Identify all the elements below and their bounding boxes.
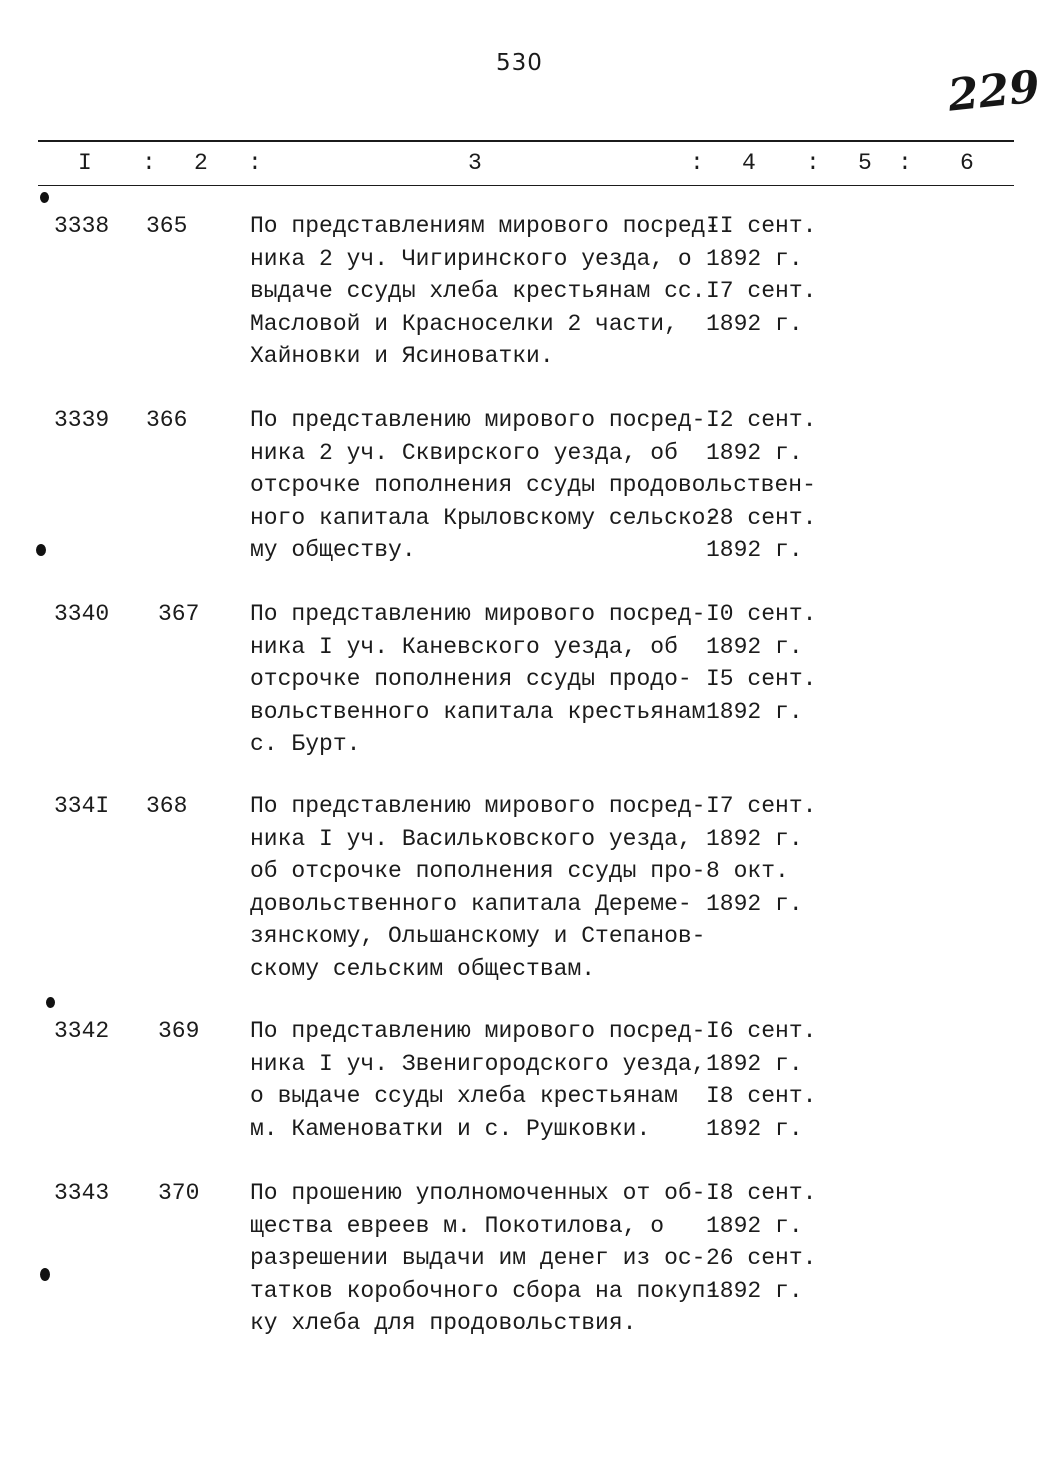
date-line: 1892 г. bbox=[706, 698, 803, 725]
entry-dates bbox=[706, 598, 836, 728]
description-line: татков коробочного сбора на покуп- bbox=[250, 1277, 720, 1304]
date-line: II сент. bbox=[706, 213, 817, 239]
entry-old-number: 368 bbox=[146, 793, 188, 819]
description-line: с. Бурт. bbox=[250, 731, 361, 758]
header-separator: : bbox=[898, 150, 912, 176]
header-top-rule bbox=[38, 140, 1014, 142]
description-line: По представлению мирового посред- bbox=[250, 1018, 706, 1044]
entry-dates bbox=[706, 1177, 836, 1307]
entry-description bbox=[250, 790, 706, 986]
date-line: 1892 г. bbox=[706, 439, 803, 466]
header-bottom-rule bbox=[38, 185, 1014, 186]
description-line: скому сельским обществам. bbox=[250, 955, 596, 982]
header-col-5: 5 bbox=[858, 150, 872, 176]
description-line: выдаче ссуды хлеба крестьянам сс. bbox=[250, 278, 706, 305]
description-line: ного капитала Крыловскому сельско- bbox=[250, 504, 720, 531]
header-col-3: 3 bbox=[468, 150, 482, 176]
description-line: ника I уч. Каневского уезда, об bbox=[250, 633, 678, 660]
date-line: 1892 г. bbox=[706, 825, 803, 852]
description-line: разрешении выдачи им денег из ос- bbox=[250, 1245, 706, 1272]
description-line: ку хлеба для продовольствия. bbox=[250, 1310, 637, 1337]
entry-number: 3342 bbox=[54, 1018, 110, 1044]
entry-number: 3343 bbox=[54, 1180, 110, 1206]
description-line: Хайновки и Ясиноватки. bbox=[250, 343, 554, 370]
date-line: 1892 г. bbox=[706, 245, 803, 272]
description-line: м. Каменоватки и с. Рушковки. bbox=[250, 1115, 651, 1142]
description-line: об отсрочке пополнения ссуды про- bbox=[250, 858, 706, 885]
date-line: 1892 г. bbox=[706, 633, 803, 660]
description-line: По представлениям мирового посред- bbox=[250, 213, 720, 239]
entry-description bbox=[250, 598, 706, 761]
handwritten-folio-number: 229 bbox=[945, 61, 1042, 122]
page-number: 530 bbox=[496, 50, 543, 76]
description-line: вольственного капитала крестьянам bbox=[250, 698, 706, 725]
date-line: 28 сент. bbox=[706, 504, 817, 531]
date-line: 26 сент. bbox=[706, 1245, 817, 1272]
description-line: отсрочке пополнения ссуды продо- bbox=[250, 666, 692, 693]
entry-description bbox=[250, 1015, 706, 1145]
date-line: 1892 г. bbox=[706, 890, 803, 917]
date-line: I5 сент. bbox=[706, 666, 817, 693]
entry-number: 3339 bbox=[54, 407, 110, 433]
entry-number: 3340 bbox=[54, 601, 110, 627]
header-separator: : bbox=[248, 150, 262, 176]
entry-old-number: 370 bbox=[158, 1180, 200, 1206]
date-line: I7 сент. bbox=[706, 793, 817, 819]
date-line bbox=[706, 469, 836, 502]
header-col-1: I bbox=[78, 150, 92, 176]
header-col-4: 4 bbox=[742, 150, 756, 176]
date-line: 1892 г. bbox=[706, 310, 803, 337]
description-line: щества евреев м. Покотилова, о bbox=[250, 1212, 665, 1239]
entry-dates bbox=[706, 790, 836, 920]
date-line: I0 сент. bbox=[706, 601, 817, 627]
entry-description bbox=[250, 1177, 720, 1340]
binder-hole-mark bbox=[40, 192, 49, 203]
entry-number: 3338 bbox=[54, 213, 110, 239]
binder-hole-mark bbox=[46, 997, 55, 1008]
description-line: По представлению мирового посред- bbox=[250, 601, 706, 627]
date-line: I8 сент. bbox=[706, 1180, 817, 1206]
date-line: 1892 г. bbox=[706, 1050, 803, 1077]
description-line: ника 2 уч. Чигиринского уезда, о bbox=[250, 245, 692, 272]
description-line: зянскому, Ольшанскому и Степанов- bbox=[250, 923, 706, 950]
header-separator: : bbox=[806, 150, 820, 176]
description-line: отсрочке пополнения ссуды продовольствен- bbox=[250, 472, 816, 499]
binder-hole-mark bbox=[40, 1268, 50, 1281]
entry-old-number: 369 bbox=[158, 1018, 200, 1044]
description-line: му обществу. bbox=[250, 537, 416, 564]
entry-dates bbox=[706, 1015, 836, 1145]
entry-old-number: 365 bbox=[146, 213, 188, 239]
date-line: I2 сент. bbox=[706, 407, 817, 433]
entry-old-number: 367 bbox=[158, 601, 200, 627]
entry-old-number: 366 bbox=[146, 407, 188, 433]
description-line: По прошению уполномоченных от об- bbox=[250, 1180, 706, 1206]
description-line: ника I уч. Звенигородского уезда, bbox=[250, 1050, 706, 1077]
date-line: I7 сент. bbox=[706, 278, 817, 305]
date-line: 8 окт. bbox=[706, 858, 789, 885]
date-line: 1892 г. bbox=[706, 1277, 803, 1304]
entry-dates bbox=[706, 404, 836, 567]
header-col-2: 2 bbox=[194, 150, 208, 176]
date-line: 1892 г. bbox=[706, 1115, 803, 1142]
date-line: I8 сент. bbox=[706, 1083, 817, 1110]
header-col-6: 6 bbox=[960, 150, 974, 176]
entry-dates bbox=[706, 210, 836, 340]
description-line: По представлению мирового посред- bbox=[250, 793, 706, 819]
description-line: ника I уч. Васильковского уезда, bbox=[250, 825, 692, 852]
entry-description bbox=[250, 210, 720, 373]
entry-number: 334I bbox=[54, 793, 110, 819]
description-line: По представлению мирового посред- bbox=[250, 407, 706, 433]
date-line: I6 сент. bbox=[706, 1018, 817, 1044]
header-separator: : bbox=[142, 150, 156, 176]
description-line: ника 2 уч. Сквирского уезда, об bbox=[250, 439, 678, 466]
header-separator: : bbox=[690, 150, 704, 176]
description-line: довольственного капитала Дереме- bbox=[250, 890, 692, 917]
description-line: о выдаче ссуды хлеба крестьянам bbox=[250, 1083, 678, 1110]
description-line: Масловой и Красноселки 2 части, bbox=[250, 310, 678, 337]
date-line: 1892 г. bbox=[706, 1212, 803, 1239]
binder-hole-mark bbox=[36, 544, 46, 556]
date-line: 1892 г. bbox=[706, 537, 803, 564]
